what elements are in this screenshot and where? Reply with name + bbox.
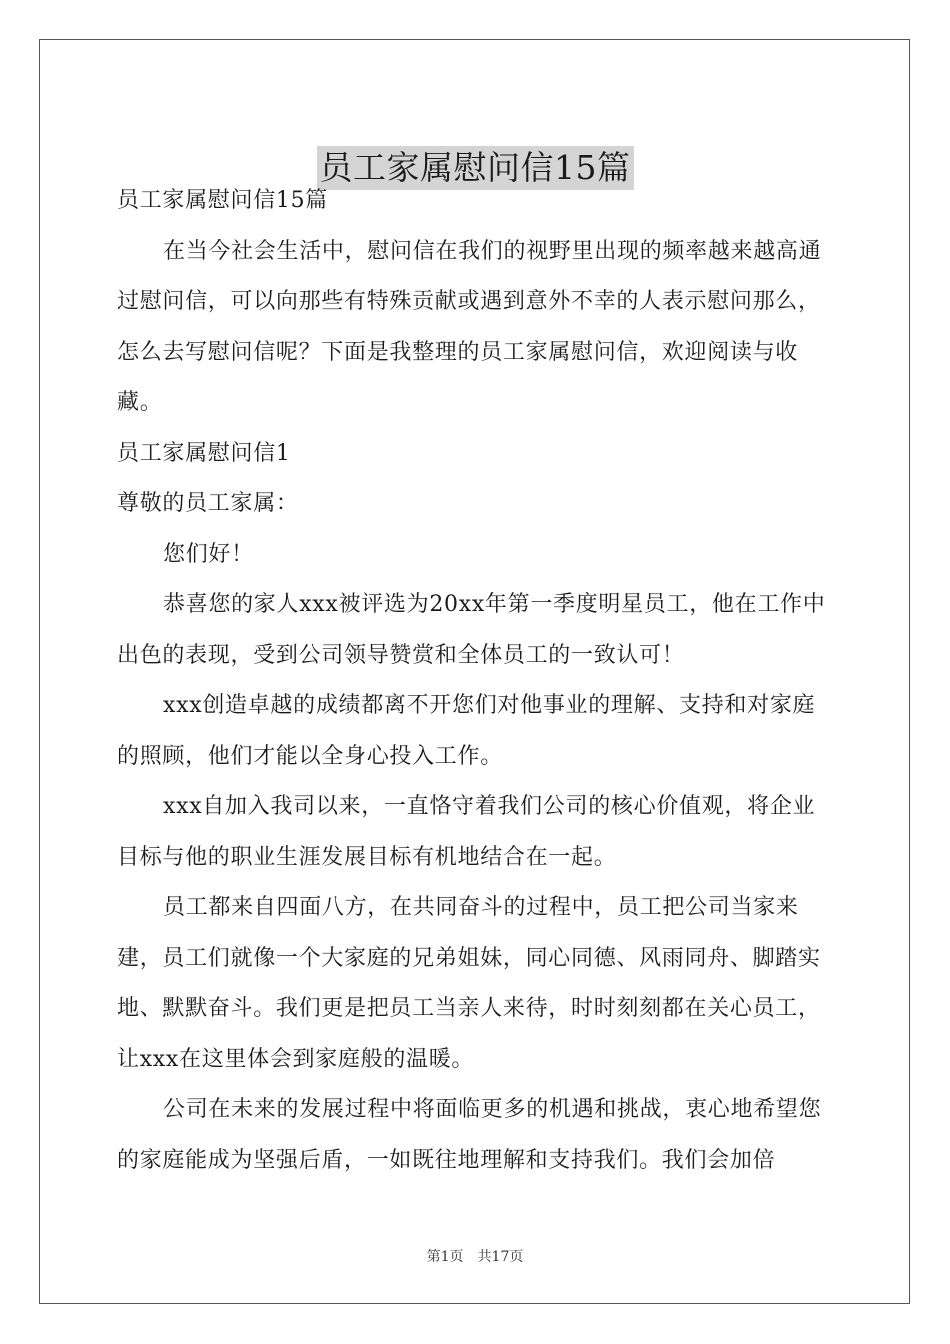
paragraph: 在当今社会生活中，慰问信在我们的视野里出现的频率越来越高通过慰问信，可以向那些有特殊贡献或遇到意外不幸的人表示慰问那么，怎么去写慰问信呢？下面是我整理的员工家属慰问信，欢迎阅读与收藏。	[117, 238, 822, 415]
paragraph: xxx创造卓越的成绩都离不开您们对他事业的理解、支持和对家庭的照顾，他们才能以全身心投入工作。	[117, 693, 816, 769]
page-footer	[0, 1248, 950, 1266]
paragraph: 员工都来自四面八方，在共同奋斗的过程中，员工把公司当家来建，员工们就像一个大家庭的兄弟姐妹，同心同德、风雨同舟、脚踏实地、默默奋斗。我们更是把员工当亲人来待，时时刻刻都在关心员工，让xxx在这里体会到家庭般的温暖。	[117, 895, 821, 1072]
total-pages: 共17页	[477, 1249, 524, 1265]
paragraph: 尊敬的员工家属：	[117, 491, 299, 516]
paragraph: 公司在未来的发展过程中将面临更多的机遇和挑战，衷心地希望您的家庭能成为坚强后盾，一如既往地理解和支持我们。我们会加倍	[117, 1097, 822, 1173]
paragraph: 员工家属慰问信15篇	[117, 188, 328, 213]
paragraph: xxx自加入我司以来，一直恪守着我们公司的核心价值观，将企业目标与他的职业生涯发展目标有机地结合在一起。	[117, 794, 816, 870]
document-title: 员工家属慰问信15篇	[317, 146, 634, 190]
paragraph: 员工家属慰问信1	[117, 440, 291, 466]
paragraph: 您们好！	[163, 541, 254, 567]
page-number: 第1页	[426, 1249, 464, 1265]
paragraph: 恭喜您的家人xxx被评选为20xx年第一季度明星员工，他在工作中出色的表现，受到公司领导赞赏和全体员工的一致认可！	[117, 592, 826, 668]
document-body	[117, 176, 835, 1186]
